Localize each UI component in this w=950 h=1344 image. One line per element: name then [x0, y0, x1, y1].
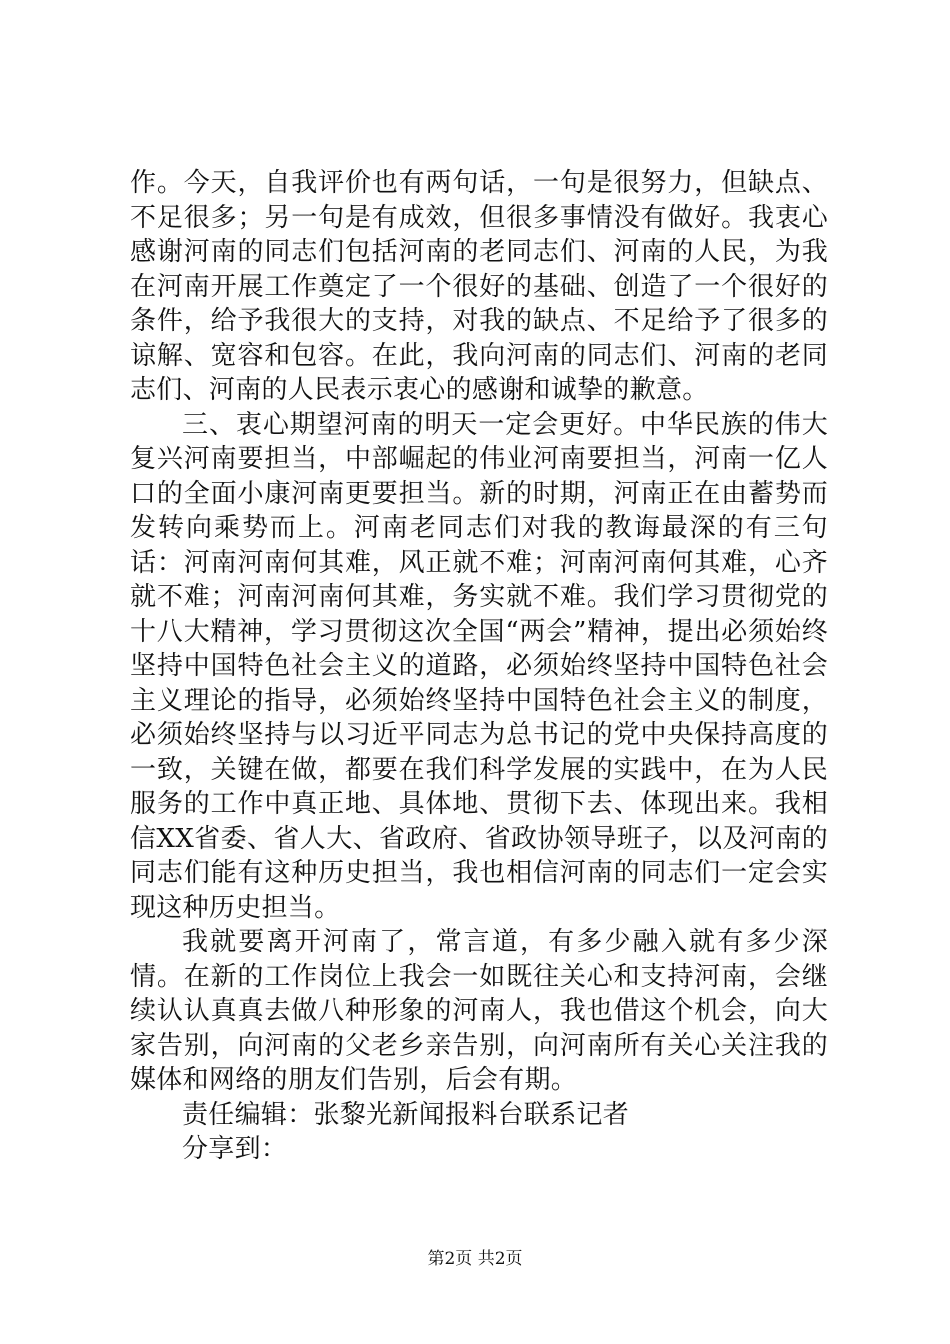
- article-body: [130, 166, 828, 1167]
- paragraph-continuation: 作。今天，自我评价也有两句话，一句是很努力，但缺点、不足很多；另一句是有成效，但很多事情没有做好。我衷心感谢河南的同志们包括河南的老同志们、河南的人民，为我在河南开展工作奠定了一个很好的基础、创造了一个很好的条件，给予我很大的支持，对我的缺点、不足给予了很多的谅解、宽容和包容。在此，我向河南的同志们、河南的老同志们、河南的人民表示衷心的感谢和诚挚的歉意。: [130, 168, 828, 405]
- share-label: 分享到：: [182, 1134, 288, 1164]
- editor-credit: 责任编辑：张黎光新闻报料台联系记者: [182, 1099, 630, 1130]
- paragraph-section-three: 三、衷心期望河南的明天一定会更好。中华民族的伟大复兴河南要担当，中部崛起的伟业河南要担当，河南一亿人口的全面小康河南更要担当。新的时期，河南正在由蓄势而发转向乘势而上。河南老同志们对我的教诲最深的有三句话：河南河南何其难，风正就不难；河南河南何其难，心齐就不难；河南河南何其难，务实就不难。我们学习贯彻党的十八大精神，学习贯彻这次全国“两会”精神，提出必须始终坚持中国特色社会主义的道路，必须始终坚持中国特色社会主义理论的指导，必须始终坚持中国特色社会主义的制度，必须始终坚持与以习近平同志为总书记的党中央保持高度的一致，关键在做，都要在我们科学发展的实践中，在为人民服务的工作中真正地、具体地、贯彻下去、体现出来。我相信XX省委、省人大、省政府、省政协领导班子，以及河南的同志们能有这种历史担当，我也相信河南的同志们一定会实现这种历史担当。: [130, 409, 828, 923]
- page-number-footer: 第2页 共2页: [427, 1249, 523, 1269]
- paragraph-farewell: 我就要离开河南了，常言道，有多少融入就有多少深情。在新的工作岗位上我会一如既往关心和支持河南，会继续认认真真去做八种形象的河南人，我也借这个机会，向大家告别，向河南的父老乡亲告别，向河南所有关心关注我的媒体和网络的朋友们告别，后会有期。: [130, 927, 828, 1095]
